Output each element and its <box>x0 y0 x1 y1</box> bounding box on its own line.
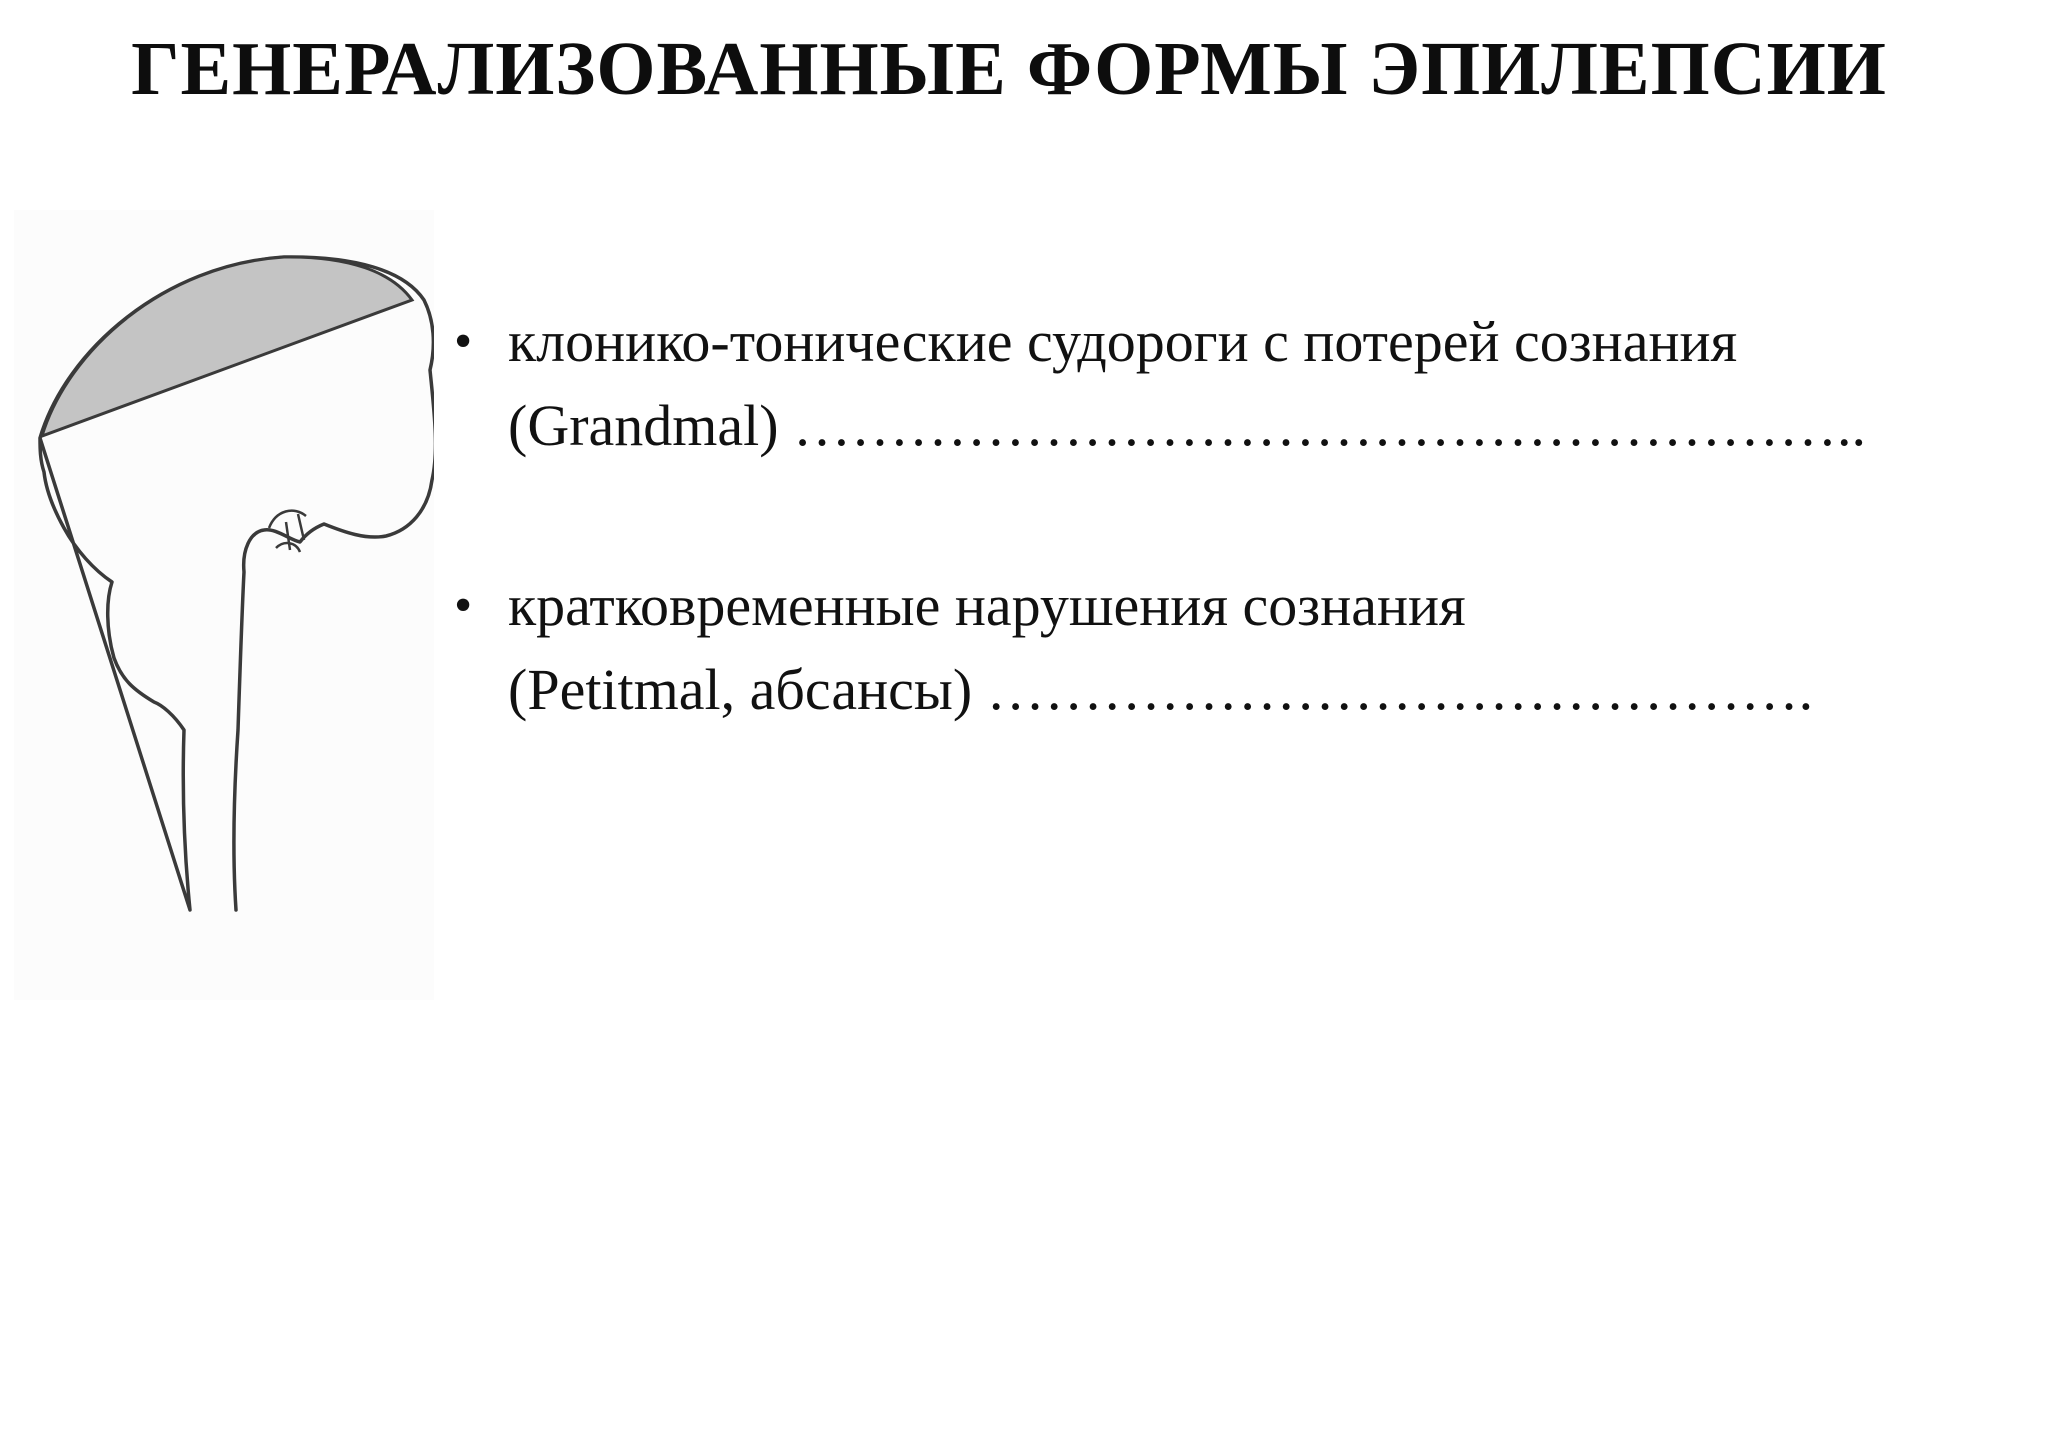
bullet-marker: • <box>454 577 473 634</box>
bullet-marker: • <box>454 313 473 370</box>
bullet-subtext: (Petitmal, абсансы) ……………………………………. <box>508 657 1814 722</box>
page-title: ГЕНЕРАЛИЗОВАННЫЕ ФОРМЫ ЭПИЛЕПСИИ <box>131 27 1887 111</box>
brain-sagittal-outline-icon <box>14 210 434 1000</box>
brain-figure <box>14 210 434 1000</box>
bullet-list <box>452 300 1872 828</box>
bullet-text: кратковременные нарушения сознания <box>508 573 1466 638</box>
cortex-highlight <box>42 257 412 436</box>
list-item-petit-mal <box>452 564 1872 732</box>
bullet-text: клонико-тонические судороги с потерей сознания <box>508 309 1738 374</box>
bullet-subtext: (Grandmal) ……………………………………………….. <box>508 393 1867 458</box>
list-item-grand-mal <box>452 300 1872 468</box>
